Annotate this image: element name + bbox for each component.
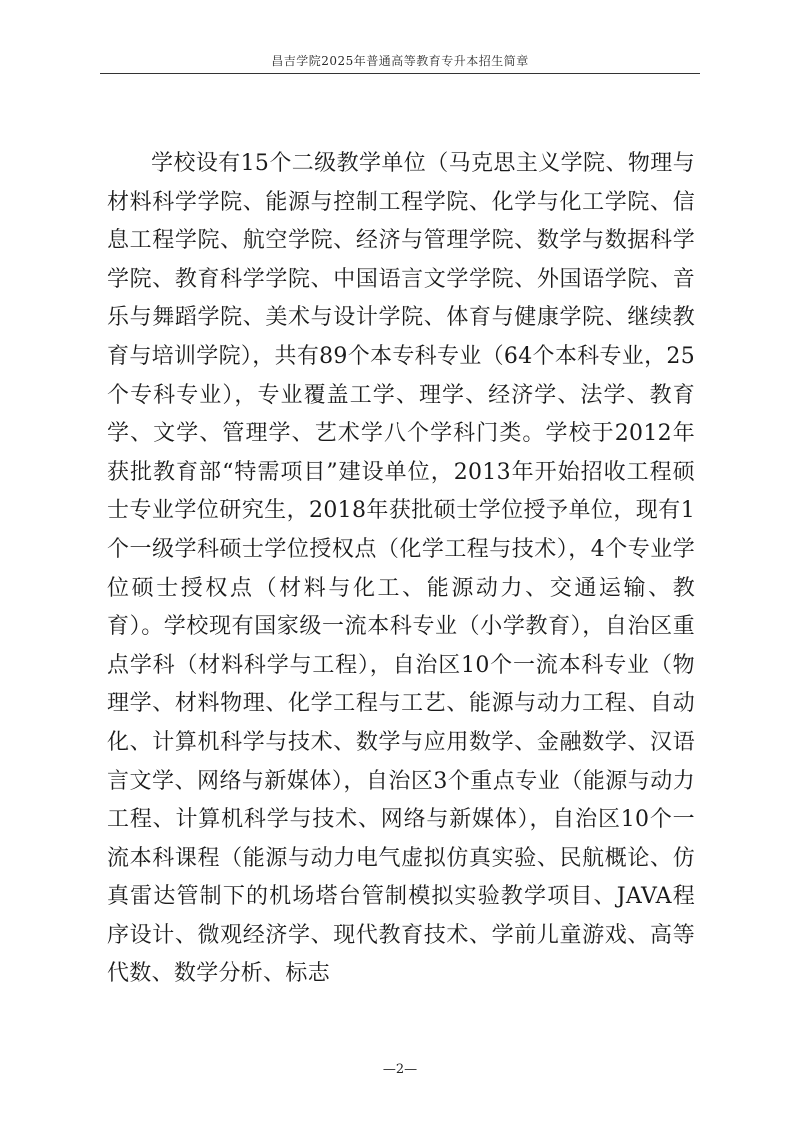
running-header: 昌吉学院2025年普通高等教育专升本招生简章 (271, 54, 529, 68)
page-number: —2— (382, 1062, 418, 1077)
body-paragraph: 学校设有15个二级教学单位（马克思主义学院、物理与材料科学学院、能源与控制工程学院、化学与化工学院、信息工程学院、航空学院、经济与管理学院、数学与数据科学学院、教育科学学院、中国语言文学学院、外国语学院、音乐与舞蹈学院、美术与设计学院、体育与健康学院、继续教育与培训学院），共有89个本专科专业（64个本科专业，25个专科专业），专业覆盖工学、理学、经济学、法学、教育学、文学、管理学、艺术学八个学科门类。学校于2012年获批教育部“特需项目”建设单位，2013年开始招收工程硕士专业学位研究生，2018年获批硕士学位授予单位，现有1个一级学科硕士学位授权点（化学工程与技术），4个专业学位硕士授权点（材料与化工、能源动力、交通运输、教育）。学校现有国家级一流本科专业（小学教育），自治区重点学科（材料科学与工程），自治区10个一流本科专业（物理学、材料物理、化学工程与工艺、能源与动力工程、自动化、计算机科学与技术、数学与应用数学、金融数学、汉语言文学、网络与新媒体），自治区3个重点专业（能源与动力工程、计算机科学与技术、网络与新媒体），自治区10个一流本科课程（能源与动力电气虚拟仿真实验、民航概论、仿真雷达管制下的机场塔台管制模拟实验教学项目、JAVA程序设计、微观经济学、现代教育技术、学前儿童游戏、高等代数、数学分析、标志 (107, 151, 695, 987)
header-divider (100, 73, 700, 74)
